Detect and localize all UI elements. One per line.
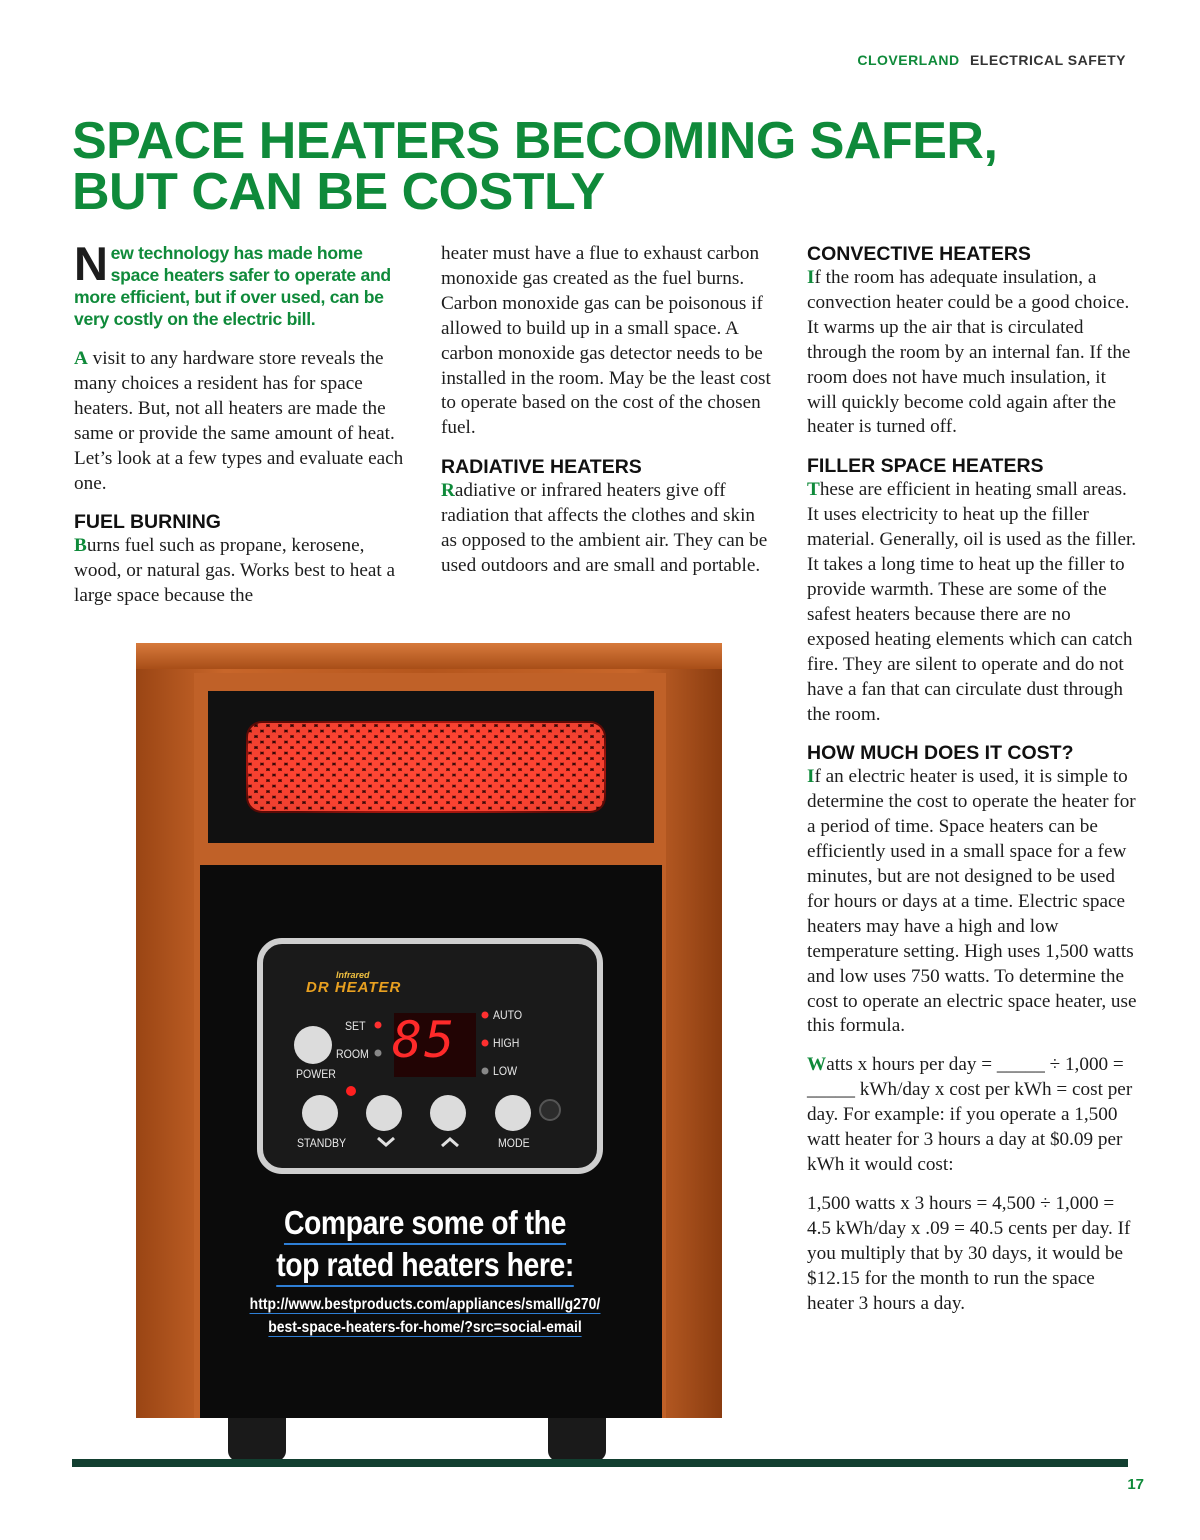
radiative-text: adiative or infrared heaters give off radiation that affects the clothes and skin as opposed to the ambient air. They can be used outdoors and are small and portable. [441, 480, 768, 576]
section-name: ELECTRICAL SAFETY [969, 52, 1126, 68]
filler-text: hese are efficient in heating small areas. It uses electricity to heat up the filler material. Generally, oil is used as the filler. It takes a long time to heat up the filler to provide warmth. These are some of the safest heaters because there are no exposed heating elements which can catch fire. They are silent to operate and do not have a fan that can circulate dust through the room. [807, 479, 1137, 725]
convective-paragraph [807, 266, 1137, 440]
running-head [857, 52, 1126, 68]
formula-text: atts x hours per day = _____ ÷ 1,000 = _____ kWh/day x cost per kWh = cost per day. For example: if you operate a 1,500 watt heater for 3 hours a day at $0.09 per kWh it would cost: [807, 1054, 1133, 1175]
intro-text: visit to any hardware store reveals the many choices a resident has for space heaters. But, not all heaters are made the same or provide the same amount of heat. Let’s look at a few types and evaluate each one. [74, 348, 404, 494]
heater-logo [306, 970, 401, 995]
remote-sensor [540, 1100, 560, 1120]
cost-paragraph [807, 765, 1137, 1039]
convective-text: f the room has adequate insulation, a convection heater could be a good choice. It warms up the air that is circulated through the room by an internal fan. If the room does not have much insulation, it will quickly become cold again after the heater is turned off. [807, 267, 1131, 438]
power-label: POWER [296, 1067, 336, 1081]
radiative-initial: R [441, 480, 455, 502]
fuel-burning-paragraph [74, 534, 404, 609]
power-led [346, 1086, 356, 1096]
headline-line-2: BUT CAN BE COSTLY [72, 163, 605, 221]
set-led [375, 1022, 382, 1029]
publication-brand: CLOVERLAND [857, 52, 960, 68]
fuel-burning-heading: FUEL BURNING [74, 511, 221, 534]
auto-label: AUTO [493, 1008, 523, 1022]
cost-initial: I [807, 766, 815, 788]
heater-logo-small: Infrared [336, 970, 370, 980]
drop-cap: N [74, 237, 108, 290]
up-button [430, 1095, 466, 1131]
lede-paragraph [74, 237, 404, 330]
fuel-burning-text: urns fuel such as propane, kerosene, wood, or natural gas. Works best to heat a large space because the [74, 535, 396, 607]
intro-initial: A [74, 348, 88, 369]
down-button [366, 1095, 402, 1131]
room-label: ROOM [336, 1047, 369, 1061]
power-button [294, 1026, 332, 1064]
honeycomb-grill [248, 723, 604, 811]
column-3 [807, 242, 1137, 1330]
column-2 [441, 242, 771, 593]
heater-logo-text: DR HEATER [306, 979, 402, 996]
standby-button [302, 1095, 338, 1131]
url-line-1[interactable]: http://www.bestproducts.com/appliances/small/g270/ [249, 1296, 601, 1313]
cost-text: f an electric heater is used, it is simple to determine the cost to operate the heater for a period of time. Space heaters can be efficiently used in a small space for a few minutes, but are not designed to be used for hours or days at a time. Electric space heaters may have a high and low temperature setting. High uses 1,500 watts and low uses 750 watts. To determine the cost to operate an electric space heater, use this formula. [807, 766, 1137, 1037]
footer-rule [72, 1459, 1128, 1467]
convective-initial: I [807, 267, 815, 288]
radiative-heading: RADIATIVE HEATERS [441, 456, 642, 479]
column-1 [74, 237, 404, 623]
auto-led [482, 1012, 489, 1019]
mode-button [495, 1095, 531, 1131]
article-headline [72, 112, 1072, 221]
temperature-display: 85 [392, 1011, 457, 1069]
standby-label: STANDBY [297, 1136, 347, 1150]
filler-initial: T [807, 479, 820, 501]
url-line-2-wrap[interactable] [236, 1316, 614, 1339]
low-label: LOW [493, 1064, 518, 1078]
callout-line-2: top rated heaters here: [276, 1245, 574, 1287]
low-led [482, 1068, 489, 1075]
url-line-1-wrap[interactable] [236, 1293, 614, 1316]
set-label: SET [345, 1019, 366, 1033]
fuel-burning-initial: B [74, 535, 87, 557]
filler-heading: FILLER SPACE HEATERS [807, 455, 1044, 478]
convective-heading: CONVECTIVE HEATERS [807, 243, 1031, 265]
url-line-2[interactable]: best-space-heaters-for-home/?src=social-email [268, 1319, 582, 1336]
lede-text: ew technology has made home space heaters safer to operate and more efficient, but if over used, can be very costly on the electric bill. [74, 243, 391, 329]
headline-line-1: SPACE HEATERS BECOMING SAFER, [72, 112, 998, 170]
formula-initial: W [807, 1054, 827, 1076]
radiative-paragraph [441, 479, 771, 579]
high-led [482, 1040, 489, 1047]
filler-paragraph [807, 478, 1137, 727]
cost-heading: HOW MUCH DOES IT COST? [807, 742, 1074, 765]
room-led [375, 1050, 382, 1057]
page-number: 17 [1127, 1476, 1144, 1493]
mode-label: MODE [498, 1136, 530, 1150]
formula-paragraph [807, 1053, 1137, 1178]
cabinet-top [136, 643, 722, 669]
high-label: HIGH [493, 1036, 520, 1050]
compare-heaters-callout [215, 1203, 635, 1339]
callout-line-1: Compare some of the [284, 1203, 566, 1245]
intro-paragraph [74, 347, 404, 496]
example-paragraph: 1,500 watts x 3 hours = 4,500 ÷ 1,000 = 4.5 kWh/day x .09 = 40.5 cents per day. If you multiply that by 30 days, it would be $12.15 for the month to run the space heater 3 hours a day. [807, 1192, 1131, 1314]
fuel-burning-continued: heater must have a flue to exhaust carbon monoxide gas created as the fuel burns. Carbon monoxide gas can be poisonous if allowed to build up in a small space. A carbon monoxide gas detector needs to be installed in the room. May be the least cost to operate based on the cost of the chosen fuel. [441, 243, 771, 439]
